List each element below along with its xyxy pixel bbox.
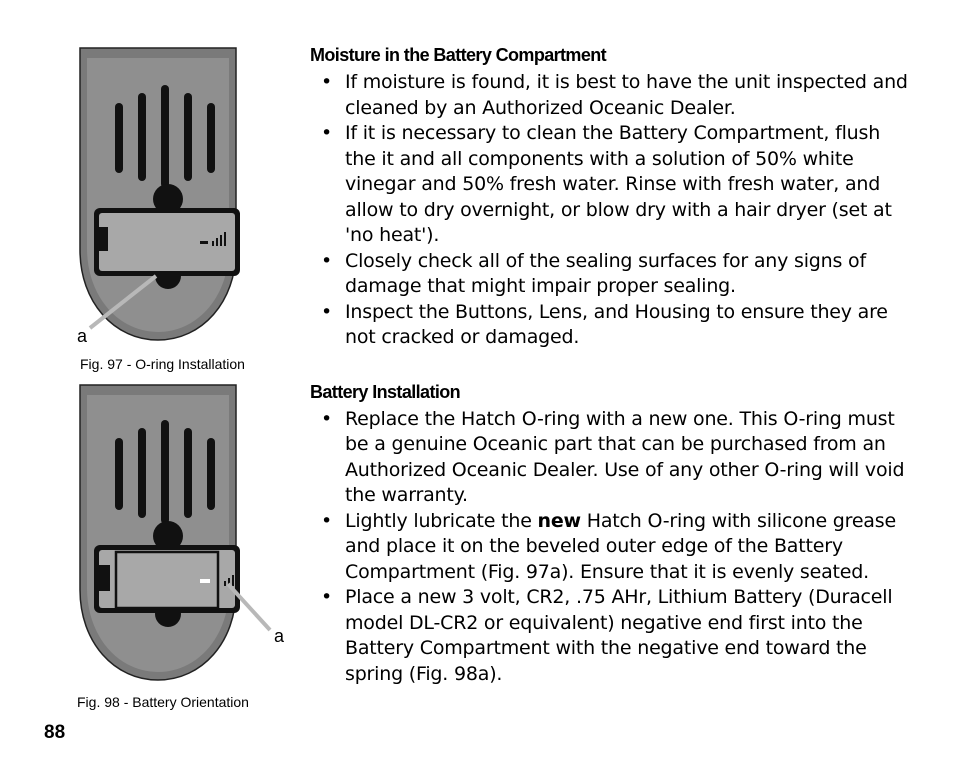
page-number: 88 <box>44 722 66 743</box>
list-item: • Lightly lubricate the new Hatch O-ring with silicone grease and place it on the beveled outer edge of the Battery Compartment (Fig. 97a). Ensure that it is evenly seated. <box>321 509 896 583</box>
text-column <box>310 44 910 687</box>
bullet-glyph: • <box>321 300 333 323</box>
fig98-caption: Fig. 98 - Battery Orientation <box>77 694 249 710</box>
o-ring-installation-illustration <box>40 40 280 375</box>
section-heading-moisture: Moisture in the Battery Compartment <box>310 45 607 65</box>
bullet-glyph: • <box>321 71 333 93</box>
list-item: • Inspect the Buttons, Lens, and Housing to ensure they are not cracked or damaged. <box>321 300 888 348</box>
list-item: • If moisture is found, it is best to have the unit inspected and cleaned by an Authorized Oceanic Dealer. <box>321 71 908 119</box>
bullet-glyph: • <box>321 122 333 144</box>
list-item: • If it is necessary to clean the Battery Compartment, flush the it and all components with a solution of 50% white vinegar and 50% fresh water. Rinse with fresh water, and allow to dry overnight, or blow dry with a hair dryer (set at 'no heat'). <box>321 122 892 246</box>
list-item: • Replace the Hatch O-ring with a new one. This O-ring must be a genuine Oceanic part that can be purchased from an Authorized Oceanic Dealer. Use of any other O-ring will void the warranty. <box>321 407 905 506</box>
list-item: • Closely check all of the sealing surfaces for any signs of damage that might impair proper sealing. <box>321 249 866 297</box>
bullet-glyph: • <box>321 509 333 532</box>
list-item: • Place a new 3 volt, CR2, .75 AHr, Lithium Battery (Duracell model DL-CR2 or equivalent) negative end first into the Battery Compartment with the negative end toward the spring (Fig. 98a). <box>321 586 893 685</box>
emphasis-new: new <box>537 509 581 532</box>
fig97-callout-a: a <box>77 326 88 346</box>
section-heading-battery-installation: Battery Installation <box>310 381 461 402</box>
bullet-glyph: • <box>321 407 333 430</box>
figure-98 <box>40 380 285 715</box>
moisture-bullet-list <box>310 70 910 351</box>
bullet-glyph: • <box>321 586 333 608</box>
figure-97 <box>40 40 280 375</box>
battery-orientation-illustration <box>40 380 280 715</box>
fig97-caption: Fig. 97 - O-ring Installation <box>80 356 245 372</box>
battery-installation-bullet-list <box>310 407 910 688</box>
fig98-callout-a: a <box>274 626 285 646</box>
bullet-glyph: • <box>321 249 333 272</box>
